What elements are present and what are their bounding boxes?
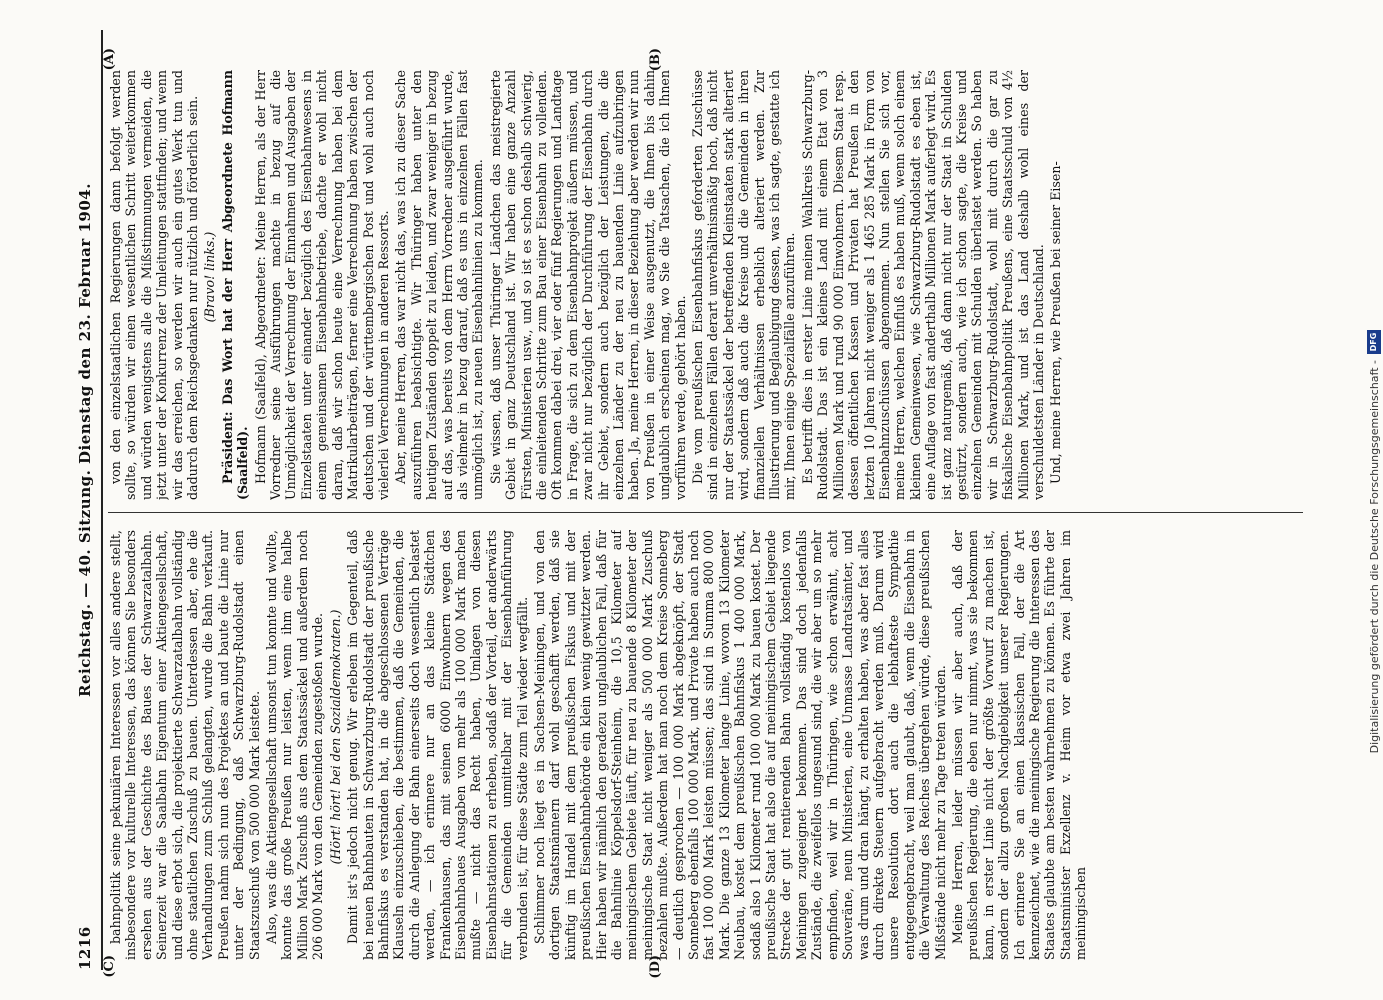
paragraph: Hofmann (Saalfeld), Abgeordneter: Meine Herren, als der Herr Vorredner seine Ausführungen machte in bezug auf die Unmöglichkeit der Verrechnung der Einnahmen und Ausgaben der Einzelstaaten unter einander bezüglich des Eisenbahnwesens in einem gemeinsamen Eisenbahnbetriebe, dachte er wohl nicht daran, daß wir schon heute eine Verrechnung haben bei dem Matrikularbeiträgen, ferner eine Verrechnung haben zwischen der deutschen und der württembergischen Post und wohl auch noch vielerlei Verrechnungen in anderen Ressorts. bbox=[252, 70, 391, 500]
paragraph: Sie wissen, daß unser Thüringer Ländchen das meistregierte Gebiet in ganz Deutschland ist. Wir haben eine ganze Anzahl Fürsten, Ministerien usw., und so ist es schon deshalb schwierig, die einleitenden Schritte zum Bau einer Eisenbahn zu vollenden. Oft kommen dabei drei, vier oder fünf Regierungen und Landtage in Frage, die sich zu dem Eisenbahnprojekt äußern müssen, und zwar nicht nur bezüglich der Durchführung der Eisenbahn durch ihr Gebiet, sondern auch bezüglich der Leistungen, die die einzelnen Länder zu der neu zu bauenden Linie aufzubringen haben. Ja, meine Herren, in dieser Beziehung aber werden wir nun von Preußen in einer Weise ausgenutzt, die Ihnen bis dahin unglaublich erscheinen mag, wo Sie die Tatsachen, die ich Ihnen vorführen werde, gehört haben. bbox=[487, 70, 688, 500]
dfg-logo: DFG bbox=[1367, 330, 1381, 354]
paragraph: Schlimmer noch liegt es in Sachsen-Meiningen, und von den dortigen Staatsmännern darf wohl geschafft werden, daß sie künftig im Handel mit dem preußischen Fiskus und mit der preußischen Eisenbahnbehörde ein klein wenig gewitzter werden. Hier haben wir nämlich den geradezu unglaublichen Fall, daß für die Bahnlinie Köppelsdorf-Steinheim, die 10,5 Kilometer auf meiningischem Gebiete läuft, für neu zu bauende 8 Kilometer der meiningische Staat nicht weniger als 500 000 Mark Zuschuß bezahlen mußte. Außerdem hat man noch dem Kreise Sonneberg — deutlich gesprochen — 100 000 Mark abgeknöpft, der Stadt Sonneberg ebenfalls 100 000 Mark, und Private haben auch noch fast 100 000 Mark leisten müssen; das sind in Summa 800 000 Mark. Die ganze 13 Kilometer lange Linie, wovon 13 Kilometer Neubau, kostet dem preußischen Bahnfiskus 1 400 000 Mark, sodaß also 1 Kilometer rund 100 000 Mark zu bauen kostet. Der preußische Staat hat also die auf meiningischem Gebiet liegende Strecke der gut rentierenden Bahn vollständig kostenlos von Meiningen zugeeignet bekommen. Das sind doch jedenfalls Zustände, die zweifellos ungesund sind, die wir aber um so mehr empfinden, weil wir in Thüringen, wie schon erwähnt, acht Souveräne, neun Ministerien, eine Unmasse Landratsämter, und was drum und dran hängt, zu erhalten haben, was aber fast alles durch direkte Steuern aufgebracht werden muß. Darum wird unsere Resolution dort auch die lebhafteste Sympathie entgegengebracht, weil man glaubt, daß, wenn die Eisenbahn in die Verwaltung des Reiches übergehen würde, diese preußischen Mißstände nicht mehr zu Tage treten würden. bbox=[531, 530, 948, 960]
paragraph: Präsident: Das Wort hat der Herr Abgeordnete Hofmann (Saalfeld). bbox=[219, 70, 251, 500]
paragraph: Die vom preußischen Eisenbahnfiskus geforderten Zuschüsse sind in einzelnen Fällen derart unverhältnismäßig hoch, daß nicht nur der Staatssäckel der betreffenden Kleinstaaten stark alteriert wird, sondern daß auch die Kreise und die Gemeinden in ihren finanziellen Verhältnissen erheblich alteriert werden. Zur Illustrierung und Beglaubigung dessen, was ich sagte, gestatte ich mir, Ihnen einige Spezialfälle anzuführen. bbox=[690, 70, 798, 500]
paragraph: Aber, meine Herren, das war nicht das, was ich zu dieser Sache auszuführen beabsichtigte. Wir Thüringer haben unter den heutigen Zuständen doppelt zu leiden, und zwar weniger in bezug auf das, was bereits von dem Herrn Vorredner ausgeführt wurde, als vielmehr in bezug darauf, daß es uns in einzelnen Fällen fast unmöglich ist, zu neuen Eisenbahnlinien zu kommen. bbox=[393, 70, 486, 500]
paragraph: bahnpolitik seine pekuniären Interessen vor alles andere stellt, insbesondere vor kulturelle Interessen, das können Sie besonders ersehen aus der Geschichte des Baues der Schwarzatalbahn. Seinerzeit war die Saalbahn Eigentum einer Aktiengesellschaft, und diese erbot sich, die projektierte Schwarzatalbahn vollständig ohne staatlichen Zuschuß zu bauen. Unterdessen aber, ehe die Verhandlungen zum Schluß gelangten, wurde die Bahn verkauft. Preußen nahm sich nun des Projektes an und baute die Linie nur unter der Bedingung, daß Schwarzburg-Rudolstadt einen Staatszuschuß von 500 000 Mark leistete. bbox=[108, 530, 262, 960]
paragraph: Damit ist's jedoch nicht genug. Wir erleben im Gegenteil, daß bei neuen Bahnbauten in Schwarzburg-Rudolstadt der preußische Bahnfiskus es verstanden hat, in die abgeschlossenen Verträge Klauseln einzuschieben, die bestimmen, daß die Gemeinden, die durch die Anlegung der Bahn einerseits doch wesentlich belastet werden, — ich erinnere nur an das kleine Städtchen Frankenhausen, das mit seinen 6000 Einwohnern wegen des Eisenbahnbaues Ausgaben von mehr als 100 000 Mark machen mußte — nicht das Recht haben, Umlagen von diesen Eisenbahnstationen zu erheben, sodaß der Vorteil, der anderwärts für die Gemeinden unmittelbar mit der Eisenbahnführung verbunden ist, für diese Städte zum Teil wieder wegfällt. bbox=[345, 530, 530, 960]
page-title: Reichstag. — 40. Sitzung. Dienstag den 23. Februar 1904. bbox=[76, 183, 94, 697]
stage-direction: (Bravo! links.) bbox=[202, 231, 218, 323]
paragraph: Meine Herren, leider müssen wir aber auch, daß der preußischen Regierung, die eben nur nimmt, was sie bekommen kann, in erster Linie nicht der größte Vorwurf zu machen ist, sondern der allzu großen Nachgiebigkeit unserer Regierungen. Ich erinnere Sie an einen klassischen Fall, der die Art kennzeichnet, wie die meiningische Regierung die Interessen des Staates glaubte am besten wahrnehmen zu können. Es führte der Staatsminister Exzellenz v. Heim vor etwa zwei Jahren im meiningischen bbox=[949, 530, 1089, 960]
page-number: 1216 bbox=[76, 926, 94, 970]
margin-marker-b: (B) bbox=[648, 48, 663, 72]
footer bbox=[1367, 0, 1383, 1000]
stage-direction: (Hört! hört! bei den Sozialdemokraten.) bbox=[327, 609, 343, 865]
margin-marker-c: (C) bbox=[102, 955, 117, 978]
margin-marker-a: (A) bbox=[102, 48, 117, 71]
paragraph: Also, was die Aktiengesellschaft umsonst tun konnte und wollte, konnte das große Preußen nur leisten, wenn ihm eine halbe Million Mark Zuschuß aus dem Staatssäckel und außerdem noch 206 000 Mark von den Gemeinden zugestoßen wurde. bbox=[264, 530, 326, 960]
header-rule bbox=[101, 30, 103, 970]
footer-text: Digitalisierung gefördert durch die Deutsche Forschungsgemeinschaft - bbox=[1368, 360, 1381, 754]
paragraph: Es betrifft dies in erster Linie meinen Wahlkreis Schwarzburg-Rudolstadt. Das ist ein kleines Land mit einem Etat von 3 Millionen Mark und rund 90 000 Einwohnern. Diesem Staat resp. dessen öffentlichen Kassen und Privaten hat Preußen in den letzten 10 Jahren nicht weniger als 1 465 285 Mark in Form von Eisenbahnzuschüssen abgenommen. Nun stellen Sie sich vor, meine Herren, welchen Einfluß es haben muß, wenn solch einem kleinen Gemeinwesen, wie Schwarzburg-Rudolstadt es eben ist, eine Auflage von fast anderthalb Millionen Mark auferlegt wird. Es ist ganz naturgemäß, daß dann nicht nur der Staat in Schulden gestürzt, sondern auch, wie ich schon sagte, die Kreise und einzelnen Gemeinden mit Schulden überlastet werden. So haben wir in Schwarzburg-Rudolstadt, wohl mit durch die gar zu fiskalische Eisenbahnpolitik Preußens, eine Staatsschuld von 4½ Millionen Mark, und ist das Land deshalb wohl eines der verschuldetsten Länder in Deutschland. bbox=[799, 70, 1046, 500]
left-column bbox=[108, 70, 1303, 500]
right-column bbox=[108, 530, 1303, 960]
paragraph: von den einzelstaatlichen Regierungen dann befolgt werden sollte, so würden wir einen wesentlichen Schritt weiterkommen und würden wenigstens alle die Mißstimmungen vermeiden, die jetzt unter der Konkurrenz der Umleitungen stattfinden; und wenn wir das erreichen, so werden wir auch ein gutes Werk tun und dadurch dem Reichsgedanken nur nützlich und förderlich sein. bbox=[108, 70, 201, 500]
page-header bbox=[76, 30, 98, 970]
column-divider bbox=[108, 512, 1303, 513]
paragraph: Und, meine Herren, wie Preußen bei seiner Eisen- bbox=[1048, 161, 1064, 484]
margin-marker-d: (D) bbox=[648, 955, 663, 979]
